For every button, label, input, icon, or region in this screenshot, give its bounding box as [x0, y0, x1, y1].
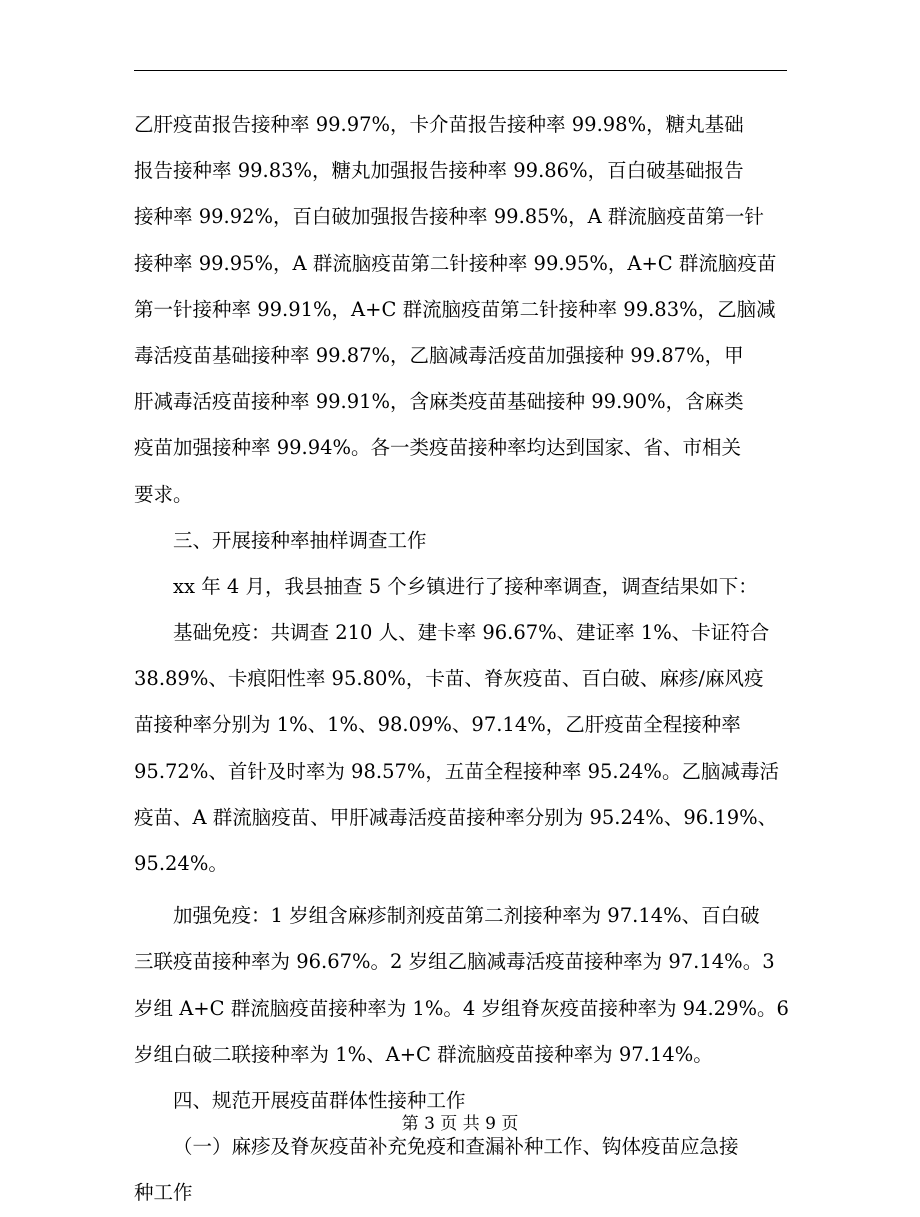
text-line: 接种率 99.92%，百白破加强报告接种率 99.85%，A 群流脑疫苗第一针: [134, 205, 764, 229]
text-line: 岁组 A+C 群流脑疫苗接种率为 1%。4 岁组脊灰疫苗接种率为 94.29%。6: [134, 996, 789, 1020]
text-line: 三联疫苗接种率为 96.67%。2 岁组乙脑减毒活疫苗接种率为 97.14%。3: [134, 950, 775, 974]
text-line: 种工作: [134, 1181, 193, 1205]
text-line: 肝减毒活疫苗接种率 99.91%，含麻类疫苗基础接种 99.90%，含麻类: [134, 390, 744, 414]
document-body: [134, 102, 789, 1217]
text-line: 苗接种率分别为 1%、1%、98.09%、97.14%，乙肝疫苗全程接种率: [134, 713, 741, 737]
page-number: 第 3 页 共 9 页: [401, 1114, 519, 1134]
text-line: 第一针接种率 99.91%，A+C 群流脑疫苗第二针接种率 99.83%，乙脑减: [134, 297, 776, 321]
text-line: 乙肝疫苗报告接种率 99.97%，卡介苗报告接种率 99.98%，糖丸基础: [134, 113, 744, 136]
header-rule: [134, 70, 787, 71]
text-line: 加强免疫：1 岁组含麻疹制剂疫苗第二剂接种率为 97.14%、百白破: [173, 904, 760, 928]
text-line: 报告接种率 99.83%，糖丸加强报告接种率 99.86%，百白破基础报告: [134, 159, 744, 183]
text-line: 疫苗加强接种率 99.94%。各一类疫苗接种率均达到国家、省、市相关: [134, 436, 742, 460]
text-line: 95.72%、首针及时率为 98.57%，五苗全程接种率 95.24%。乙脑减毒活: [134, 759, 779, 783]
text-line: 接种率 99.95%，A 群流脑疫苗第二针接种率 99.95%，A+C 群流脑疫苗: [134, 251, 777, 275]
text-line: 38.89%、卡痕阳性率 95.80%，卡苗、脊灰疫苗、百白破、麻疹/麻风疫: [134, 667, 764, 691]
text-line: 岁组白破二联接种率为 1%、A+C 群流脑疫苗接种率为 97.14%。: [134, 1042, 713, 1066]
text-line: 要求。: [134, 482, 193, 506]
section-heading: 三、开展接种率抽样调查工作: [173, 528, 427, 552]
text-line: 疫苗、A 群流脑疫苗、甲肝减毒活疫苗接种率分别为 95.24%、96.19%、: [134, 805, 778, 829]
text-line: xx 年 4 月，我县抽查 5 个乡镇进行了接种率调查，调查结果如下：: [173, 574, 758, 598]
text-line: 毒活疫苗基础接种率 99.87%，乙脑减毒活疫苗加强接种 99.87%，甲: [134, 343, 744, 367]
text-line: 95.24%。: [134, 852, 228, 875]
text-line: 基础免疫：共调查 210 人、建卡率 96.67%、建证率 1%、卡证符合: [173, 621, 770, 645]
subsection-heading: （一）麻疹及脊灰疫苗补充免疫和查漏补种工作、钩体疫苗应急接: [173, 1135, 739, 1159]
section-heading: 四、规范开展疫苗群体性接种工作: [173, 1088, 466, 1112]
